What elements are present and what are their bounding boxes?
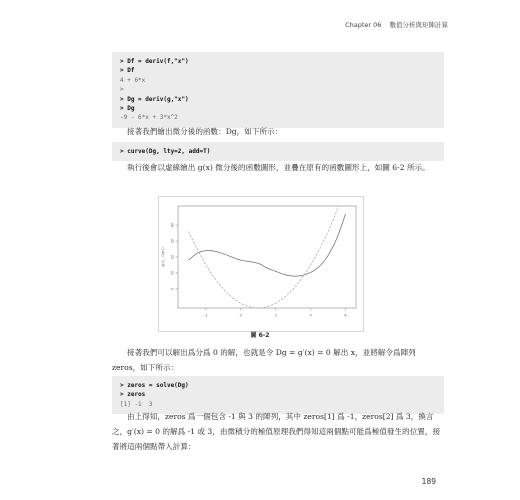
- code-output: -9 - 6*x + 3*x^2: [120, 114, 178, 122]
- y-tick-label: 20: [170, 254, 175, 260]
- code-line: > curve(Dg, lty=2, add=T): [120, 148, 211, 155]
- x-tick-label: -2: [204, 313, 208, 318]
- x-tick-label: 0: [239, 313, 242, 318]
- code-line: > Df: [120, 67, 135, 75]
- x-tick-label: 2: [274, 313, 277, 318]
- y-tick-label: 10: [170, 270, 175, 276]
- y-axis-label: g(x) , Dg(x): [161, 247, 165, 267]
- y-tick-label: 0: [170, 287, 175, 291]
- code-output: [1] -1 3: [120, 400, 153, 408]
- code-line: >: [120, 86, 124, 94]
- page-number: 189: [421, 477, 436, 486]
- code-output: 4 + 6*x: [120, 76, 146, 84]
- paragraph: 接著我們可以解出爲分爲 0 的解，也就是令 Dg = g′(x) = 0 解出 x，並將解令爲陣列 zeros，如下所示：: [112, 348, 416, 372]
- code-line: > zeros = solve(Dg): [120, 382, 189, 389]
- code-line: > Dg = deriv(g,"x"): [120, 95, 189, 103]
- code-block-curve: [112, 142, 444, 161]
- figure-caption: 圖 6-2: [250, 332, 270, 339]
- code-block-deriv: [112, 52, 444, 128]
- chapter-title: 數值分析與矩陣計算: [389, 21, 448, 29]
- paragraph: 由上得知，zeros 爲一個包含 -1 與 3 的陣列，其中 zeros[1] 爲 -1，zeros[2] 爲 3，換言之，g′(x) = 0 的解爲 -1 或 3，由微積分的極值原理我們得知這兩個點可能爲極值發生的位置，接著將這兩個點帶入計算：: [112, 412, 441, 451]
- code-line: > Df = deriv(f,"x"): [120, 58, 189, 65]
- code-line: > Dg: [120, 105, 135, 113]
- figure-6-2-chart: [158, 196, 364, 332]
- y-tick-label: 30: [170, 238, 175, 244]
- paragraph: 執行後會以虛線繪出 g(x) 微分後的函數圖形，並疊在原有的函數圖形上，如圖 6-2 所示。: [127, 163, 430, 172]
- x-tick-label: 4: [309, 313, 312, 318]
- x-tick-label: 6: [344, 313, 347, 318]
- figure-frame: [159, 197, 364, 332]
- paragraph: 接著我們繪出微分後的函數：Dg，如下所示：: [127, 127, 283, 136]
- running-header: [345, 20, 448, 29]
- chapter-label: Chapter 06: [345, 21, 382, 29]
- y-tick-label: 40: [170, 222, 175, 228]
- code-line: > zeros: [120, 391, 146, 399]
